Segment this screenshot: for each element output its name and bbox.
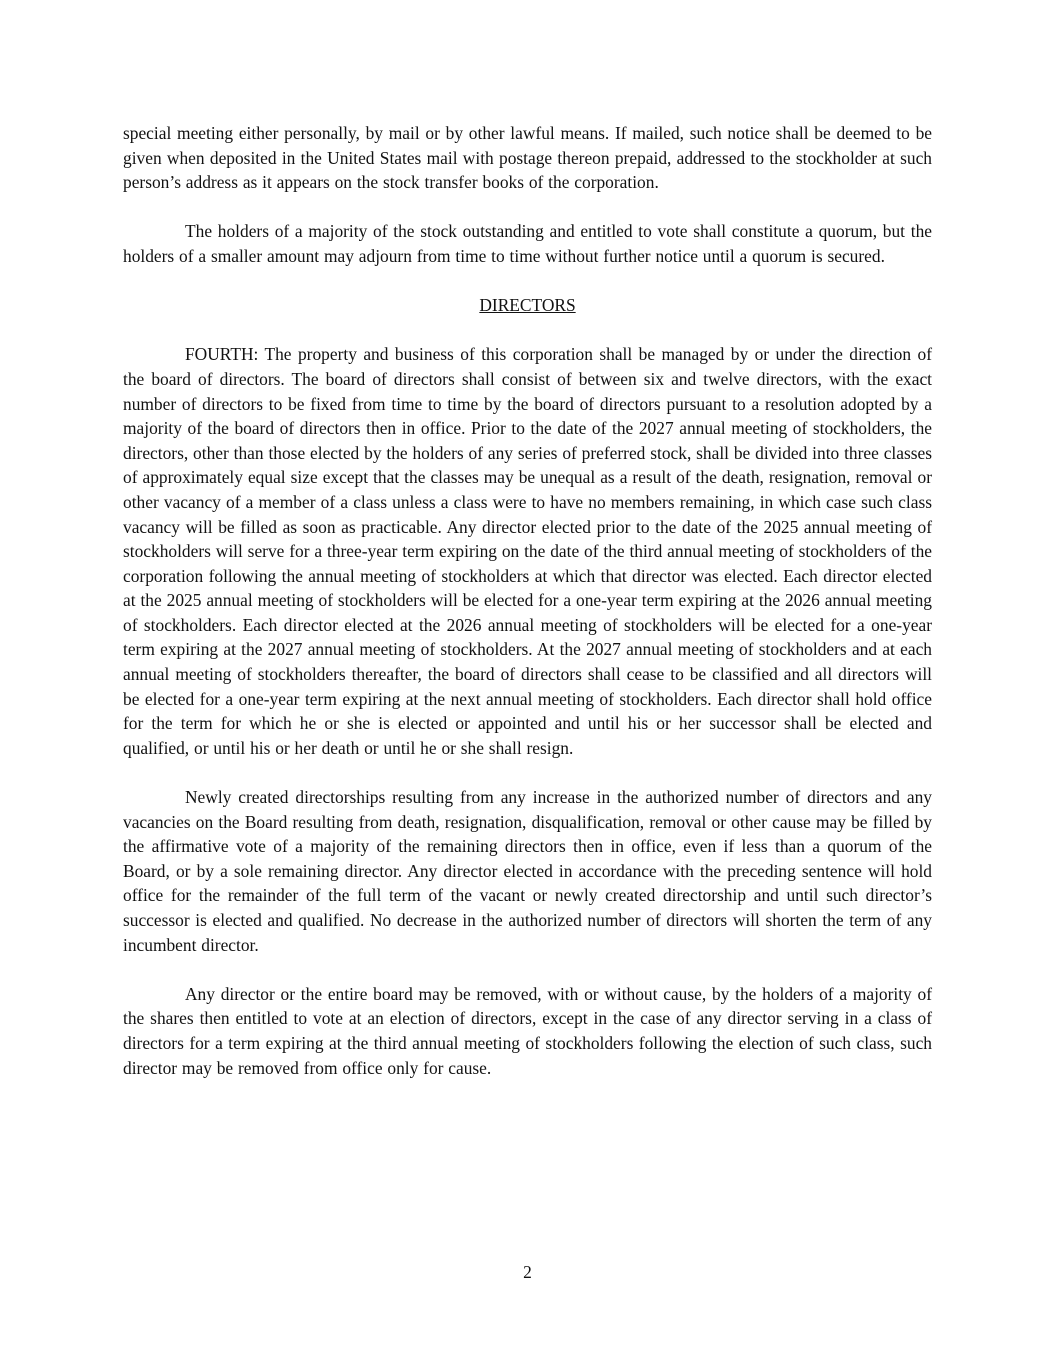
paragraph-removal: Any director or the entire board may be removed, with or without cause, by the holders of a majority of the shares then entitled to vote at an election of directors, except in the case of any director serving in a class of directors for a term expiring at the third annual meeting of stockholders following the election of such class, such director may be removed from office only for cause. bbox=[123, 983, 932, 1078]
page-number: 2 bbox=[523, 1262, 532, 1282]
paragraph-vacancies: Newly created directorships resulting from any increase in the authorized number of directors and any vacancies on the Board resulting from death, resignation, disqualification, removal or other cause may be filled by the affirmative vote of a majority of the remaining directors then in office, even if less than a quorum of the Board, or by a sole remaining director. Any director elected in accordance with the preceding sentence will hold office for the remainder of the full term of the vacant or newly created directorship and until such director’s successor is elected and qualified. No decrease in the authorized number of directors will shorten the term of any incumbent director. bbox=[123, 787, 932, 955]
section-heading-directors: DIRECTORS bbox=[479, 295, 576, 316]
paragraph-quorum: The holders of a majority of the stock outstanding and entitled to vote shall constitute a quorum, but the holders of a smaller amount may adjourn from time to time without further notice until a quorum is secured. bbox=[123, 221, 932, 266]
paragraph-notice-continuation: special meeting either personally, by mail or by other lawful means. If mailed, such notice shall be deemed to be given when deposited in the United States mail with postage thereon prepaid, addressed to the stockholder at such person’s address as it appears on the stock transfer books of the corporation. bbox=[123, 123, 932, 193]
paragraph-fourth-article: FOURTH: The property and business of this corporation shall be managed by or under the direction of the board of directors. The board of directors shall consist of between six and twelve directors, with the exact number of directors to be fixed from time to time by the board of directors pursuant to a resolution adopted by a majority of the board of directors then in office. Prior to the date of the 2027 annual meeting of stockholders, the directors, other than those elected by the holders of any series of preferred stock, shall be divided into three classes of approximately equal size except that the classes may be unequal as a result of the death, resignation, removal or other vacancy of a member of a class unless a class were to have no members remaining, in which case such class vacancy will be filled as soon as practicable. Any director elected prior to the date of the 2025 annual meeting of stockholders will serve for a three-year term expiring on the date of the third annual meeting of stockholders of the corporation following the annual meeting of stockholders at which that director was elected. Each director elected at the 2025 annual meeting of stockholders will be elected for a one-year term expiring at the 2026 annual meeting of stockholders. Each director elected at the 2026 annual meeting of stockholders will be elected for a one-year term expiring at the 2027 annual meeting of stockholders. At the 2027 annual meeting of stockholders and at each annual meeting of stockholders thereafter, the board of directors shall cease to be classified and all directors will be elected for a one-year term expiring at the next annual meeting of stockholders. Each director shall hold office for the term for which he or she is elected or appointed and until his or her successor shall be elected and qualified, or until his or her death or until he or she shall resign. bbox=[123, 344, 932, 758]
